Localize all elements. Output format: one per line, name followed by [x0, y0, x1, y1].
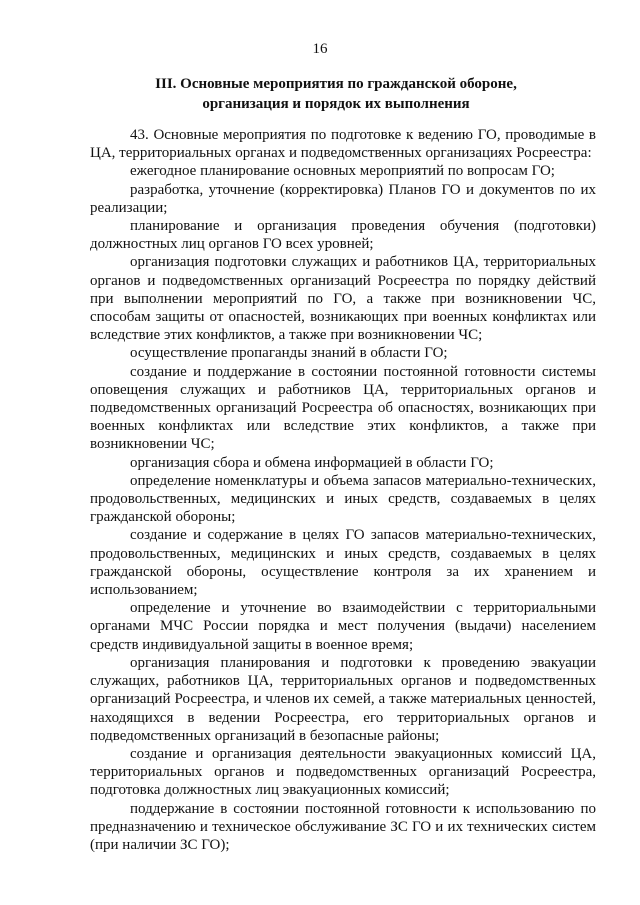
paragraph: создание и организация деятельности эвакуационных комиссий ЦА, территориальных органов и подведомственных организаций Росреестра, подготовка должностных лиц эвакуационных комиссий; — [90, 745, 596, 799]
paragraph: создание и содержание в целях ГО запасов материально-технических, продовольственных, медицинских и иных средств, создаваемых в целях гражданской обороны, осуществление контроля за их хранением и использованием; — [90, 527, 596, 599]
section-heading-line-2: организация и порядок их выполнения — [202, 96, 470, 112]
paragraph: планирование и организация проведения обучения (подготовки) должностных лиц органов ГО всех уровней; — [90, 218, 596, 253]
section-heading-line-1: III. Основные мероприятия по гражданской обороне, — [155, 76, 517, 92]
paragraph: ежегодное планирование основных мероприятий по вопросам ГО; — [130, 163, 555, 180]
paragraph: организация планирования и подготовки к проведению эвакуации служащих, работников ЦА, территориальных органов и подведомственных организаций Росреестра, и членов их семей, а также материальных ценностей, находящихся в ведении Росреестра, его территориальных органов и подведомственных организаций в безопасные районы; — [90, 654, 596, 744]
paragraph: разработка, уточнение (корректировка) Планов ГО и документов по их реализации; — [90, 181, 596, 216]
document-body — [90, 126, 596, 854]
paragraph: организация сбора и обмена информацией в области ГО; — [130, 454, 494, 471]
paragraph: 43. Основные мероприятия по подготовке к ведению ГО, проводимые в ЦА, территориальных органах и подведомственных организациях Росреестра: — [90, 127, 596, 162]
paragraph: организация подготовки служащих и работников ЦА, территориальных органов и подведомственных организаций Росреестра по порядку действий при выполнении мероприятий по ГО, а также при возникновении ЧС, способам защиты от опасностей, возникающих при военных конфликтах или вследствие этих конфликтов, а также при возникновении ЧС; — [90, 254, 596, 344]
paragraph: создание и поддержание в состоянии постоянной готовности системы оповещения служащих и работников ЦА, территориальных органов и подведомственных организаций Росреестра об опасностях, возникающих при военных конфликтах или вследствие этих конфликтов, а также при возникновении ЧС; — [90, 363, 596, 453]
paragraph: поддержание в состоянии постоянной готовности к использованию по предназначению и техническое обслуживание ЗС ГО и их технических систем (при наличии ЗС ГО); — [90, 800, 596, 853]
section-heading — [90, 74, 582, 114]
page-number: 16 — [312, 41, 328, 57]
paragraph: осуществление пропаганды знаний в области ГО; — [130, 345, 448, 362]
paragraph: определение номенклатуры и объема запасов материально-технических, продовольственных, медицинских и иных средств, создаваемых в целях гражданской обороны; — [90, 472, 596, 526]
paragraph: определение и уточнение во взаимодействии с территориальными органами МЧС России порядка и мест получения (выдачи) населением средств индивидуальной защиты в военное время; — [90, 600, 596, 653]
